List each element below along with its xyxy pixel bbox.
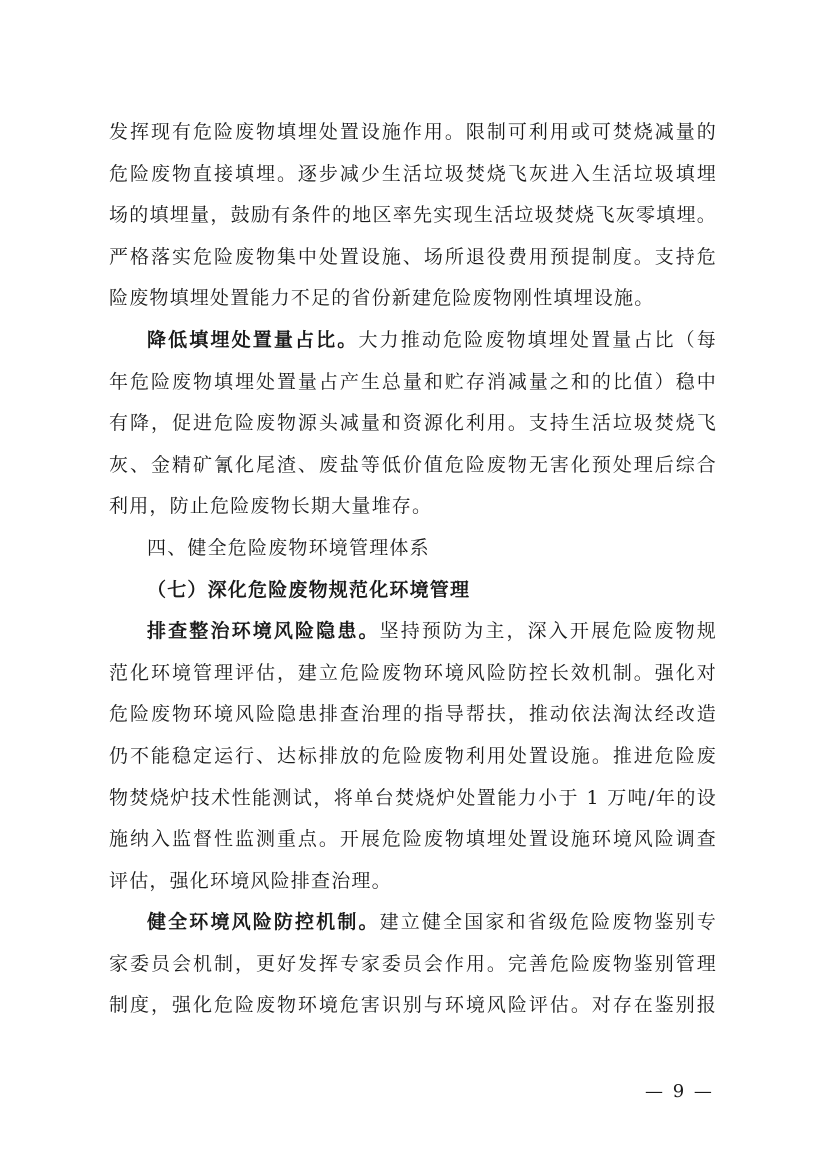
paragraph-lead: 降低填埋处置量占比。 xyxy=(147,328,359,351)
text-line: 评估，强化环境风险排查治理。 xyxy=(109,869,392,892)
text-line: 险废物填埋处置能力不足的省份新建危险废物刚性填埋设施。 xyxy=(109,287,655,310)
text-line: 健全环境风险防控机制。建立健全国家和省级危险废物鉴别专 xyxy=(147,911,717,934)
document-body xyxy=(109,112,717,1027)
subsection-heading: （七）深化危险废物规范化环境管理 xyxy=(147,578,471,601)
text-line: 灰、金精矿氰化尾渣、废盐等低价值危险废物无害化预处理后综合 xyxy=(109,453,717,476)
text-line: 家委员会机制，更好发挥专家委员会作用。完善危险废物鉴别管理 xyxy=(109,952,717,975)
text-line: 制度，强化危险废物环境危害识别与环境风险评估。对存在鉴别报 xyxy=(109,994,717,1017)
paragraph-risk-investigation xyxy=(109,611,717,902)
text-line: 利用，防止危险废物长期大量堆存。 xyxy=(109,495,433,518)
text-line: 仍不能稳定运行、达标排放的危险废物利用处置设施。推进危险废 xyxy=(109,744,717,767)
paragraph-lead: 排查整治环境风险隐患。 xyxy=(147,620,380,643)
text-line: 物焚烧炉技术性能测试，将单台焚烧炉处置能力小于 1 万吨/年的设 xyxy=(109,786,717,809)
paragraph-lead: 健全环境风险防控机制。 xyxy=(147,911,380,934)
paragraph-risk-control-mechanism xyxy=(109,902,717,1027)
text-line: 降低填埋处置量占比。大力推动危险废物填埋处置量占比（每 xyxy=(147,328,717,351)
text-line: 发挥现有危险废物填埋处置设施作用。限制可利用或可焚烧减量的 xyxy=(109,121,717,143)
text-line: 年危险废物填埋处置量占产生总量和贮存消减量之和的比值）稳中 xyxy=(109,370,717,393)
text-line: 排查整治环境风险隐患。坚持预防为主，深入开展危险废物规 xyxy=(147,620,717,643)
text-line: 严格落实危险废物集中处置设施、场所退役费用预提制度。支持危 xyxy=(109,245,717,268)
text-line: 危险废物直接填埋。逐步减少生活垃圾焚烧飞灰进入生活垃圾填埋 xyxy=(109,162,717,185)
text-line: 场的填埋量，鼓励有条件的地区率先实现生活垃圾焚烧飞灰零填埋。 xyxy=(109,204,717,227)
text-line: 范化环境管理评估，建立危险废物环境风险防控长效机制。强化对 xyxy=(109,661,717,684)
text-line: 有降，促进危险废物源头减量和资源化利用。支持生活垃圾焚烧飞 xyxy=(109,412,717,435)
paragraph-landfill-facilities xyxy=(109,112,717,320)
section-heading: 四、健全危险废物环境管理体系 xyxy=(147,536,430,559)
text-line: 危险废物环境风险隐患排查治理的指导帮扶，推动依法淘汰经改造 xyxy=(109,703,717,726)
text-line: 施纳入监督性监测重点。开展危险废物填埋处置设施环境风险调查 xyxy=(109,828,717,851)
paragraph-reduce-landfill-share xyxy=(109,320,717,528)
page-number: — 9 — xyxy=(645,1081,714,1102)
